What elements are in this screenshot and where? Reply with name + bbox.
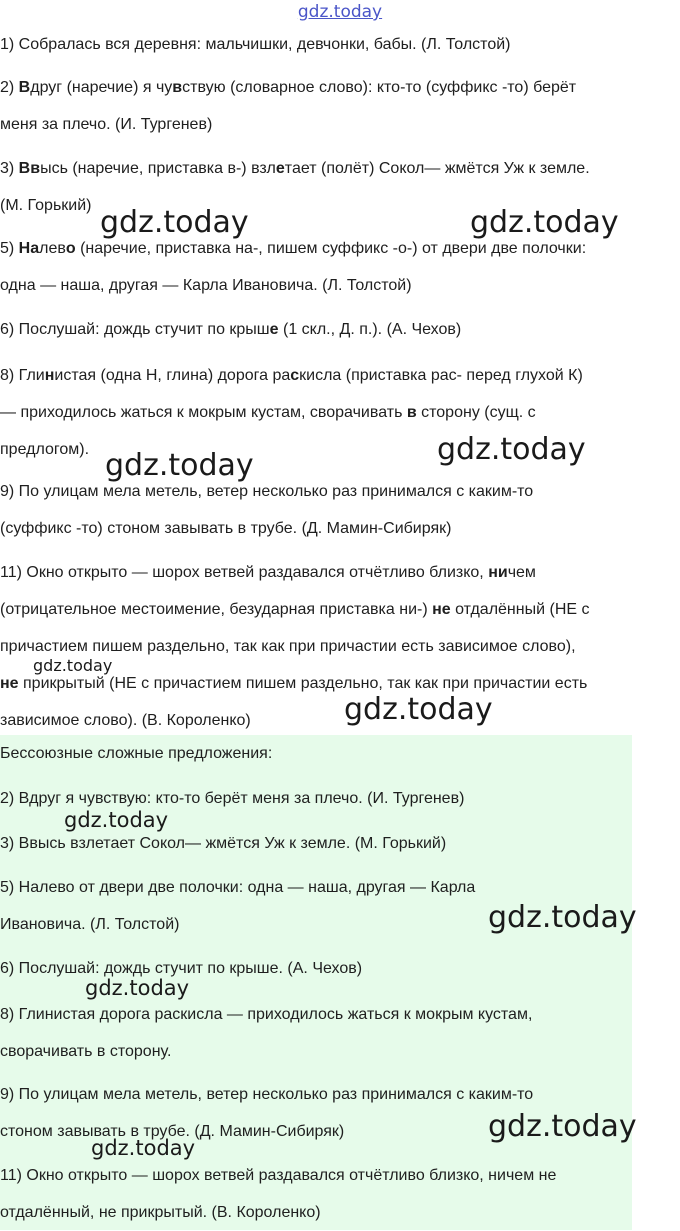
watermark: gdz.today [488,1109,637,1144]
watermark: gdz.today [33,656,113,675]
answer-5-line-1: 5) Налево от двери две полочки: одна — наша, другая — Карла [0,879,476,896]
answer-heading-text: Бессоюзные сложные предложения: [0,745,273,762]
sentence-8-line-1: 8) Глинистая (одна Н, глина) дорога раскисла (приставка рас- перед глухой К) [0,367,583,384]
sentence-9-line-1: 9) По улицам мела метель, ветер несколько раз принимался с каким-то [0,483,534,500]
watermark: gdz.today [344,692,493,727]
watermark: gdz.today [85,976,190,1000]
sentence-5-line-2: одна — наша, другая — Карла Ивановича. (Л. Толстой) [0,277,412,294]
sentence-1-text: 1) Собралась вся деревня: мальчишки, девчонки, бабы. (Л. Толстой) [0,36,511,53]
sentence-9 [0,473,680,547]
answer-11-line-2: отдалённый, не прикрытый. (В. Короленко) [0,1204,321,1221]
answer-11-line-1: 11) Окно открыто — шорох ветвей раздавался отчётливо близко, ничем не [0,1167,557,1184]
sentence-5 [0,230,680,304]
answer-9-line-2: стоном завывать в трубе. (Д. Мамин-Сибиряк) [0,1123,345,1140]
sentence-5-line-1: 5) Налево (наречие, приставка на-, пишем суффикс -о-) от двери две полочки: [0,240,587,257]
answer-8-line-1: 8) Глинистая дорога раскисла — приходилось жаться к мокрым кустам, [0,1006,533,1023]
answer-11 [0,1157,680,1231]
watermark: gdz.today [64,808,169,832]
sentence-8-line-3: предлогом). [0,441,90,458]
sentence-2 [0,69,680,143]
watermark: gdz.today [91,1136,196,1160]
site-link[interactable]: gdz.today [297,2,383,22]
sentence-11-line-4: не прикрытый (НЕ с причастием пишем раздельно, так как при причастии есть [0,675,588,692]
sentence-3-line-2: (М. Горький) [0,197,92,214]
watermark: gdz.today [105,448,254,483]
answer-heading [0,735,680,772]
answer-9-line-1: 9) По улицам мела метель, ветер несколько раз принимался с каким-то [0,1086,534,1103]
answer-3-text: 3) Ввысь взлетает Сокол— жмётся Уж к земле. (М. Горький) [0,835,447,852]
sentence-8-line-2: — приходилось жаться к мокрым кустам, сворачивать в сторону (сущ. с [0,404,536,421]
sentence-11-line-1: 11) Окно открыто — шорох ветвей раздавался отчётливо близко, ничем [0,564,536,581]
watermark: gdz.today [437,432,586,467]
sentence-11 [0,554,680,739]
answer-2-text: 2) Вдруг я чувствую: кто-то берёт меня за плечо. (И. Тургенев) [0,790,465,807]
answer-8 [0,996,680,1070]
sentence-9-line-2: (суффикс -то) стоном завывать в трубе. (Д. Мамин-Сибиряк) [0,520,452,537]
sentence-6 [0,311,680,348]
sentence-2-line-2: меня за плечо. (И. Тургенев) [0,116,213,133]
sentence-11-line-5: зависимое слово). (В. Короленко) [0,712,251,729]
sentence-3-line-1: 3) Ввысь (наречие, приставка в-) взлетает (полёт) Сокол— жмётся Уж к земле. [0,160,590,177]
watermark: gdz.today [488,900,637,935]
sentence-2-line-1: 2) Вдруг (наречие) я чувствую (словарное слово): кто-то (суффикс -то) берёт [0,79,577,96]
watermark: gdz.today [470,205,619,240]
sentence-6-text: 6) Послушай: дождь стучит по крыше (1 скл., Д. п.). (А. Чехов) [0,321,462,338]
answer-5-line-2: Ивановича. (Л. Толстой) [0,916,180,933]
sentence-1 [0,26,680,63]
sentence-11-line-3: причастием пишем раздельно, так как при причастии есть зависимое слово), [0,638,576,655]
sentence-11-line-2: (отрицательное местоимение, безударная приставка ни-) не отдалённый (НЕ с [0,601,590,618]
answer-8-line-2: сворачивать в сторону. [0,1043,172,1060]
watermark: gdz.today [100,205,249,240]
answer-6-text: 6) Послушай: дождь стучит по крыше. (А. Чехов) [0,960,363,977]
